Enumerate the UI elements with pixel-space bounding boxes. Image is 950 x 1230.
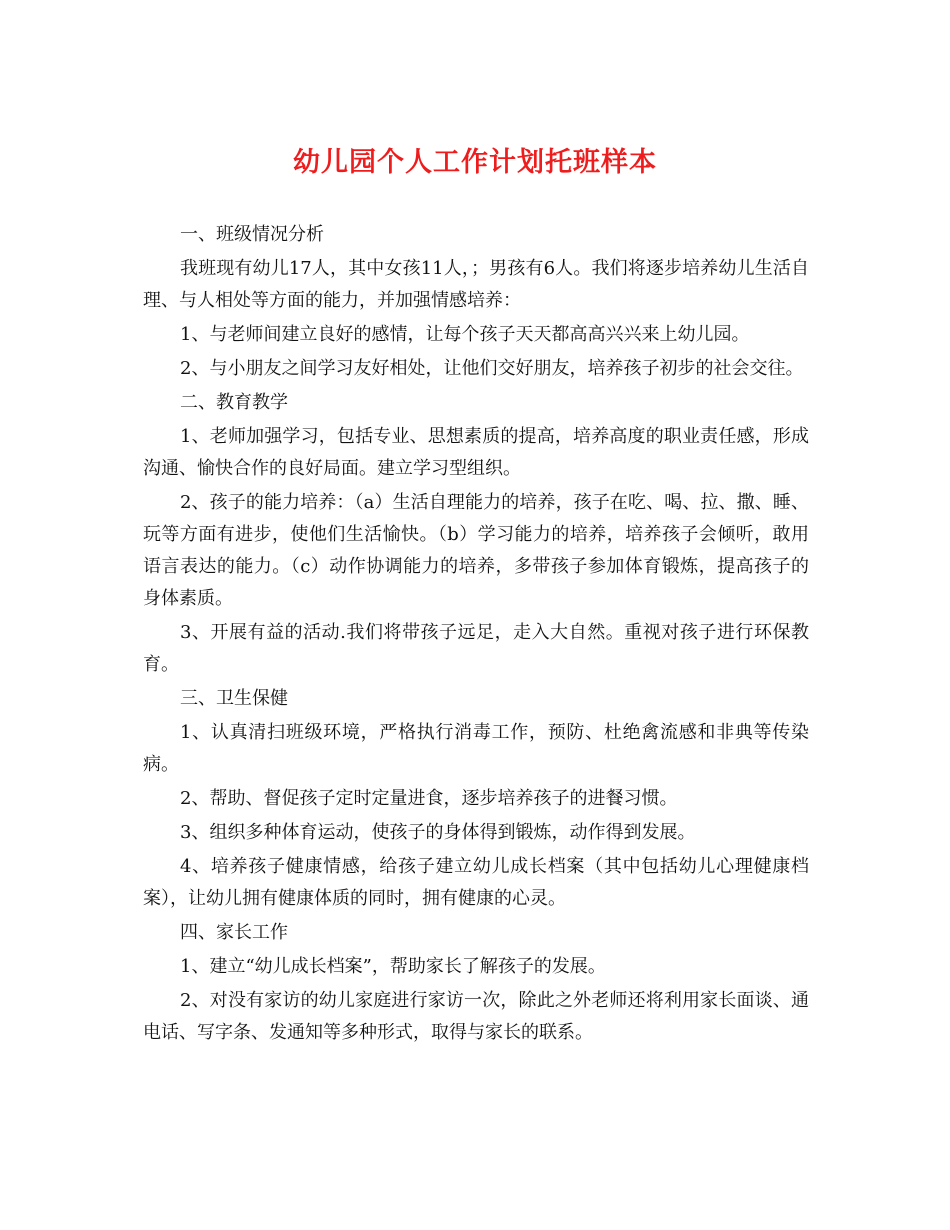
paragraph: 1、建立“幼儿成长档案”，帮助家长了解孩子的发展。	[180, 956, 606, 977]
paragraph: 3、组织多种体育运动，使孩子的身体得到锻炼，动作得到发展。	[180, 822, 696, 843]
paragraph: 2、孩子的能力培养：（a）生活自理能力的培养，孩子在吃、喝、拉、撒、睡、玩等方面有进步，使他们生活愉快。（b）学习能力的培养，培养孩子会倾听，敢用语言表达的能力。（c）动作协调能力的培养，多带孩子参加体育锻炼，提高孩子的身体素质。	[143, 492, 809, 609]
document-body	[143, 219, 809, 1051]
paragraph: 2、帮助、督促孩子定时定量进食，逐步培养孩子的进餐习惯。	[180, 788, 678, 809]
paragraph: 我班现有幼儿17人，其中女孩11人，；男孩有6人。我们将逐步培养幼儿生活自理、与人相处等方面的能力，并加强情感培养：	[143, 258, 809, 311]
paragraph: 1、认真清扫班级环境，严格执行消毒工作，预防、杜绝禽流感和非典等传染病。	[143, 722, 809, 775]
paragraph: 2、对没有家访的幼儿家庭进行家访一次，除此之外老师还将利用家长面谈、通电话、写字条、发通知等多种形式，取得与家长的联系。	[143, 990, 809, 1043]
paragraph: 1、与老师间建立良好的感情，让每个孩子天天都高高兴兴来上幼儿园。	[180, 324, 750, 345]
paragraph: 2、与小朋友之间学习友好相处，让他们交好朋友，培养孩子初步的社会交往。	[180, 358, 804, 379]
paragraph: 3、开展有益的活动.我们将带孩子远足，走入大自然。重视对孩子进行环保教育。	[143, 622, 809, 675]
paragraph: 1、老师加强学习，包括专业、思想素质的提高，培养高度的职业责任感，形成沟通、愉快合作的良好局面。建立学习型组织。	[143, 426, 809, 479]
paragraph: 4、培养孩子健康情感，给孩子建立幼儿成长档案（其中包括幼儿心理健康档案），让幼儿拥有健康体质的同时，拥有健康的心灵。	[143, 856, 809, 909]
document-title: 幼儿园个人工作计划托班样本	[293, 147, 657, 178]
section-heading-class-analysis: 一、班级情况分析	[180, 224, 324, 245]
section-heading-parents: 四、家长工作	[180, 922, 288, 943]
section-heading-health: 三、卫生保健	[180, 688, 288, 709]
section-heading-education: 二、教育教学	[180, 392, 288, 413]
